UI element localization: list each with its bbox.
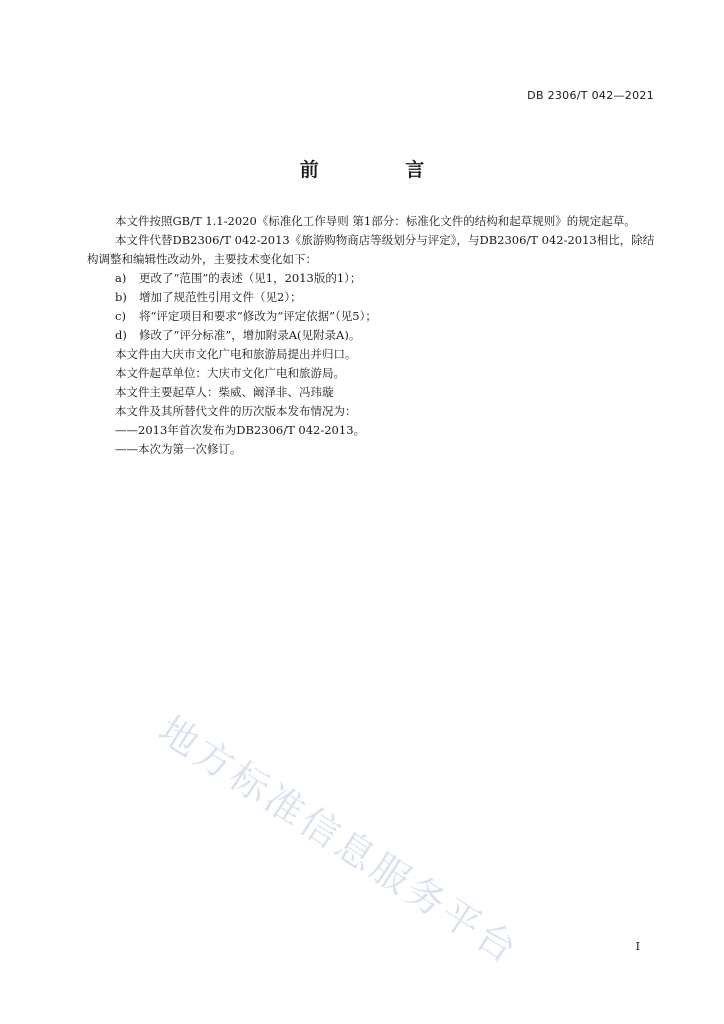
paragraph-replacement: 本文件代替DB2306/T 042-2013《旅游购物商店等级划分与评定》，与DB2306/T 042-2013相比，除结构调整和编辑性改动外，主要技术变化如下： (87, 233, 655, 266)
paragraph-version-history: 本文件及其所替代文件的历次版本发布情况为： (115, 404, 357, 418)
paragraph-revision: ——本次为第一次修订。 (115, 442, 242, 456)
list-item-text: 更改了“范围”的表述（见1，2013版的1）； (139, 271, 362, 285)
page-title: 前 言 (299, 159, 465, 181)
list-item (87, 288, 657, 307)
paragraph-first-release: ——2013年首次发布为DB2306/T 042-2013。 (115, 423, 366, 437)
list-item (87, 326, 657, 345)
list-item (87, 269, 657, 288)
list-marker: a) (115, 271, 127, 285)
list-item-text: 修改了“评分标准”，增加附录A(见附录A)。 (139, 328, 361, 342)
page-number: I (635, 940, 640, 953)
list-item-text: 增加了规范性引用文件（见2）； (139, 290, 302, 304)
list-marker: d) (115, 328, 127, 342)
watermark: 地方标准信息服务平台 (151, 707, 528, 974)
document-body (87, 212, 657, 459)
list-marker: b) (115, 290, 127, 304)
paragraph-drafters: 本文件主要起草人：柴威、阚泽非、冯玮璇 (115, 385, 334, 399)
document-code: DB 2306/T 042—2021 (527, 89, 654, 102)
list-item-text: 将“评定项目和要求”修改为“评定依据”（见5）； (139, 309, 377, 323)
paragraph-proposer: 本文件由大庆市文化广电和旅游局提出并归口。 (115, 347, 357, 361)
list-item (87, 307, 657, 326)
paragraph-drafting-rules: 本文件按照GB/T 1.1-2020《标准化工作导则 第1部分：标准化文件的结构和起草规则》的规定起草。 (115, 214, 636, 228)
paragraph-drafting-unit: 本文件起草单位：大庆市文化广电和旅游局。 (115, 366, 345, 380)
list-marker: c) (115, 309, 126, 323)
